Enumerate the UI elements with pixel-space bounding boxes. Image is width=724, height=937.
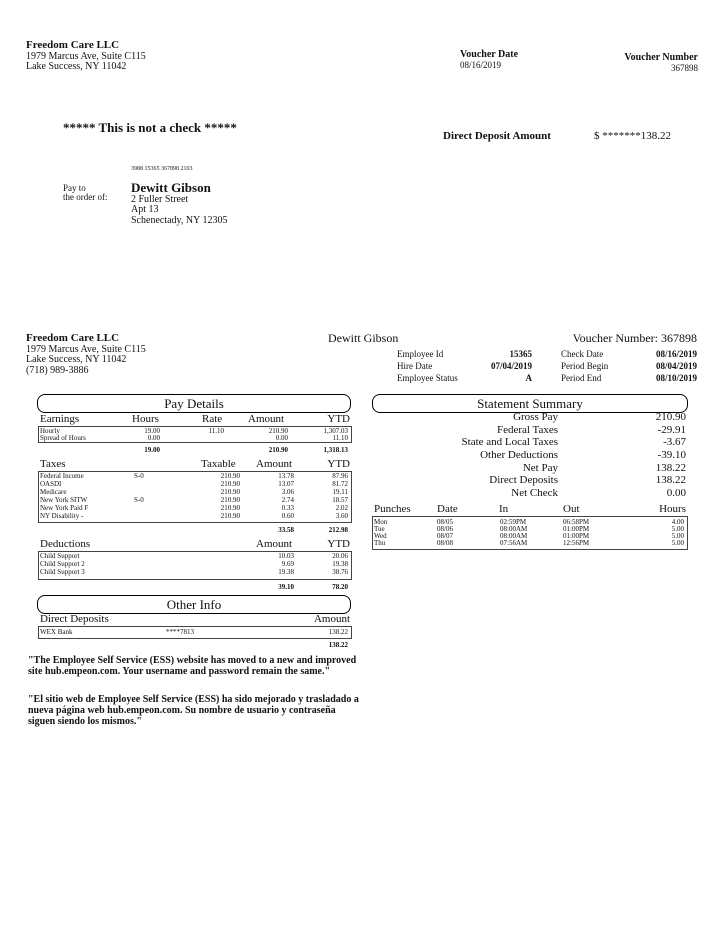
taxes-col-taxable: Taxable: [201, 458, 236, 470]
punches-col-day: Punches: [374, 503, 411, 515]
punch-in: 07:56AM: [500, 539, 528, 547]
deduction-name: Child Support: [40, 552, 80, 560]
employee-status: A: [525, 373, 532, 383]
summary-value: -29.91: [657, 423, 686, 436]
tax-name: New York SITW: [40, 496, 88, 504]
earning-amount: 0.00: [275, 434, 288, 442]
punch-date: 08/06: [437, 525, 453, 533]
direct-deposits-header-row: [40, 613, 350, 627]
punch-hours: 5.00: [671, 532, 684, 540]
tax-code: S-0: [134, 496, 144, 504]
earning-ytd: 1,307.03: [323, 427, 348, 435]
direct-deposit-label: Direct Deposit Amount: [443, 130, 551, 142]
punch-hours: 5.00: [671, 525, 684, 533]
deduction-amount: 9.69: [281, 560, 294, 568]
company-block-top: [26, 40, 146, 73]
punches-col-date: Date: [437, 503, 458, 515]
summary-row: [372, 411, 686, 424]
voucher-number-block: [624, 53, 698, 73]
deduction-ytd: 38.76: [332, 568, 348, 576]
table-row: [40, 553, 348, 561]
table-row: [40, 505, 348, 513]
earnings-col-name: Earnings: [40, 413, 80, 425]
punches-col-in: In: [499, 503, 509, 515]
payee-address-1: 2 Fuller Street: [131, 193, 189, 205]
deductions-col-ytd: YTD: [327, 538, 350, 550]
punch-date: 08/05: [437, 518, 453, 526]
pay-to-line-1: Pay to: [63, 183, 86, 193]
table-row: [40, 435, 348, 442]
punch-day: Wed: [374, 532, 387, 540]
tax-amount: 0.60: [281, 512, 294, 520]
voucher-date: 08/16/2019: [460, 59, 502, 70]
summary-value: 210.90: [655, 411, 686, 423]
voucher-number-full: Voucher Number: 367898: [572, 331, 697, 345]
dd-amount: 138.22: [328, 628, 348, 636]
summary-value: 0.00: [666, 487, 686, 500]
tax-taxable: 210.90: [220, 504, 240, 512]
tax-amount: 2.74: [281, 496, 294, 504]
summary-value: -3.67: [663, 436, 686, 449]
deduction-amount: 10.03: [278, 552, 294, 560]
company-address-2: Lake Success, NY 11042: [26, 61, 127, 73]
period-end: 08/10/2019: [655, 373, 697, 383]
direct-deposit-amount: $ *******138.22: [594, 130, 671, 142]
summary-row: [372, 449, 686, 462]
tax-taxable: 210.90: [220, 496, 240, 504]
deduction-ytd: 19.38: [332, 560, 348, 568]
earnings-col-ytd: YTD: [327, 413, 350, 425]
voucher-date-label: Voucher Date: [460, 49, 519, 60]
earning-hours: 0.00: [147, 434, 160, 442]
earning-name: Hourly: [40, 427, 60, 435]
earning-ytd: 11.10: [332, 434, 348, 442]
punch-day: Tue: [374, 525, 385, 533]
table-row: [374, 533, 684, 540]
employee-info: [397, 348, 532, 384]
taxes-total-row: [40, 526, 348, 534]
hire-date: 07/04/2019: [490, 361, 532, 371]
earnings-rows: [40, 428, 348, 442]
summary-value: 138.22: [655, 461, 686, 474]
voucher-number: 367898: [671, 62, 698, 73]
earning-name: Spread of Hours: [40, 434, 86, 442]
taxes-col-ytd: YTD: [327, 458, 350, 470]
tax-ytd: 87.96: [332, 472, 348, 480]
table-row: [40, 629, 348, 637]
deductions-col-amount: Amount: [256, 538, 293, 550]
employee-id: 15365: [509, 349, 532, 359]
earning-hours: 19.00: [144, 427, 160, 435]
table-row: [374, 540, 684, 547]
tax-ytd: 3.60: [335, 512, 348, 520]
employee-id-label: Employee Id: [397, 349, 444, 359]
punch-day: Mon: [374, 518, 388, 526]
table-row: [374, 526, 684, 533]
deductions-header-row: [40, 538, 350, 552]
table-row: [40, 561, 348, 569]
pay-to-label: [63, 184, 107, 203]
voucher-date-block: [460, 50, 518, 70]
company-address-1: 1979 Marcus Ave, Suite C115: [26, 50, 146, 62]
table-row: [374, 519, 684, 526]
tax-ytd: 18.57: [332, 496, 348, 504]
punch-in: 08:00AM: [500, 525, 528, 533]
summary-row: [372, 436, 686, 449]
company-block-bottom: [26, 333, 146, 376]
deduction-name: Child Support 2: [40, 560, 85, 568]
company-phone: (718) 989-3886: [26, 364, 89, 376]
summary-row: [372, 474, 686, 487]
earnings-col-amount: Amount: [248, 413, 285, 425]
dd-col-name: Direct Deposits: [40, 613, 109, 625]
tax-taxable: 210.90: [220, 512, 240, 520]
summary-label: Gross Pay: [513, 411, 558, 423]
deductions-total-ytd: 78.20: [332, 583, 348, 591]
other-info-header: Other Info: [37, 595, 351, 614]
check-date-label: Check Date: [561, 349, 604, 359]
dd-account: ****7813: [166, 628, 194, 636]
period-info: [561, 348, 697, 384]
summary-label: Federal Taxes: [496, 423, 558, 436]
summary-row: [372, 424, 686, 437]
tax-taxable: 210.90: [220, 480, 240, 488]
summary-row: [372, 462, 686, 475]
payee-name: Dewitt Gibson: [131, 180, 211, 195]
deductions-total-amount: 39.10: [278, 583, 294, 591]
micr-line: 3988 15365 367898 2103: [131, 166, 193, 172]
summary-value: -39.10: [657, 449, 686, 462]
tax-rows: [40, 473, 348, 521]
punch-rows: [374, 519, 684, 547]
punches-header-row: [374, 503, 686, 517]
earning-amount: 210.90: [268, 427, 288, 435]
table-row: [40, 481, 348, 489]
tax-taxable: 210.90: [220, 472, 240, 480]
pay-to-line-2: the order of:: [63, 192, 108, 203]
summary-label: Net Pay: [522, 461, 558, 474]
punch-hours: 4.00: [671, 518, 684, 526]
payee-address-2: Apt 13: [131, 204, 159, 216]
not-a-check-notice: ***** This is not a check *****: [63, 120, 237, 135]
dd-total: 138.22: [328, 641, 348, 649]
punch-in: 08:00AM: [500, 532, 528, 540]
tax-code: S-0: [134, 472, 144, 480]
tax-amount: 3.06: [281, 488, 294, 496]
punch-in: 02:59PM: [500, 518, 527, 526]
punch-out: 06:58PM: [563, 518, 590, 526]
tax-ytd: 2.02: [335, 504, 348, 512]
deduction-amount: 19.38: [278, 568, 294, 576]
summary-row: [372, 487, 686, 500]
taxes-header-row: [40, 458, 350, 472]
period-begin: 08/04/2019: [655, 361, 697, 371]
tax-amount: 13.78: [278, 472, 294, 480]
tax-amount: 0.33: [281, 504, 294, 512]
company-address-2-2: Lake Success, NY 11042: [26, 354, 127, 366]
table-row: [40, 428, 348, 435]
summary-value: 138.22: [655, 474, 686, 487]
punches-col-hours: Hours: [659, 503, 686, 515]
employee-name: Dewitt Gibson: [328, 331, 399, 345]
tax-name: New York Paid F: [40, 504, 89, 512]
payee-address-3: Schenectady, NY 12305: [131, 214, 228, 226]
tax-taxable: 210.90: [220, 488, 240, 496]
punch-day: Thu: [374, 539, 386, 547]
tax-name: Medicare: [40, 488, 67, 496]
earnings-total-amount: 210.90: [268, 446, 288, 454]
deduction-rows: [40, 553, 348, 577]
dd-col-amount: Amount: [313, 613, 350, 625]
statement-summary-header: Statement Summary: [372, 394, 688, 413]
summary-rows: [372, 411, 686, 500]
earnings-col-rate: Rate: [202, 413, 223, 425]
table-row: [40, 473, 348, 481]
earnings-total-hours: 19.00: [144, 446, 160, 454]
tax-name: OASDI: [40, 480, 62, 488]
dd-bank: WEX Bank: [40, 628, 73, 636]
company-name: Freedom Care LLC: [26, 39, 120, 51]
taxes-total-ytd: 212.98: [328, 526, 348, 534]
summary-label: State and Local Taxes: [461, 436, 558, 449]
tax-amount: 13.07: [278, 480, 294, 488]
deduction-ytd: 20.06: [332, 552, 348, 560]
taxes-total-amount: 33.58: [278, 526, 294, 534]
summary-label: Direct Deposits: [489, 474, 558, 487]
deductions-col-name: Deductions: [40, 538, 91, 550]
summary-label: Net Check: [511, 487, 558, 500]
punch-out: 01:00PM: [563, 532, 590, 540]
earnings-col-hours: Hours: [132, 413, 159, 425]
payee-block: [131, 181, 227, 226]
earnings-total-ytd: 1,318.13: [323, 446, 348, 454]
tax-name: Federal Income: [40, 472, 84, 480]
tax-ytd: 19.11: [332, 488, 348, 496]
earnings-total-row: [40, 446, 348, 454]
earnings-header-row: [40, 413, 350, 427]
punches-col-out: Out: [563, 503, 580, 515]
ess-notice-english: "The Employee Self Service (ESS) website has moved to a new and improved site hub.empeon.com. Your username and password remain the same.": [28, 655, 357, 677]
tax-ytd: 81.72: [332, 480, 348, 488]
hire-date-label: Hire Date: [397, 361, 433, 371]
punch-out: 12:56PM: [563, 539, 590, 547]
check-date: 08/16/2019: [655, 349, 697, 359]
pay-details-header: Pay Details: [37, 394, 351, 413]
tax-name: NY Disability -: [40, 512, 84, 520]
period-begin-label: Period Begin: [561, 361, 609, 371]
deduction-name: Child Support 3: [40, 568, 85, 576]
earning-rate: 11.10: [208, 427, 224, 435]
table-row: [40, 569, 348, 577]
punch-date: 08/08: [437, 539, 453, 547]
ess-notice-spanish: "El sitio web de Employee Self Service (ESS) ha sido mejorado y trasladado a nueva página web hub.empeon.com. Su nombre de usuario y contraseña siguen siendo los mismos.": [28, 694, 359, 727]
company-name-2: Freedom Care LLC: [26, 332, 120, 344]
deductions-total-row: [40, 583, 348, 591]
summary-label: Other Deductions: [480, 449, 558, 462]
taxes-col-amount: Amount: [256, 458, 293, 470]
voucher-number-label: Voucher Number: [624, 52, 698, 63]
punch-hours: 5.00: [671, 539, 684, 547]
company-address-1-2: 1979 Marcus Ave, Suite C115: [26, 343, 146, 355]
table-row: [40, 513, 348, 521]
taxes-col-name: Taxes: [40, 458, 66, 470]
period-end-label: Period End: [561, 373, 602, 383]
punch-out: 01:00PM: [563, 525, 590, 533]
punch-date: 08/07: [437, 532, 453, 540]
employee-status-label: Employee Status: [397, 373, 458, 383]
